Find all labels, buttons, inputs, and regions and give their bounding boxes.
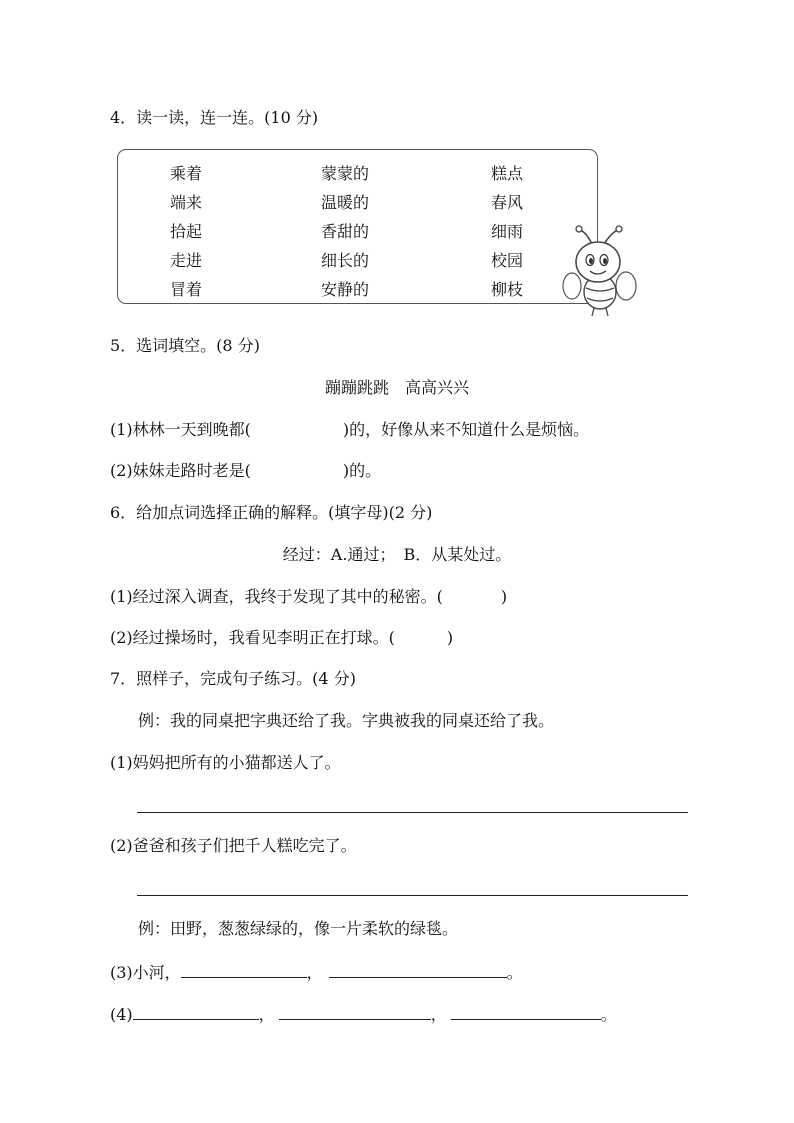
q7-s4-comma-1: ， [258,1005,275,1024]
q6-s1-text: (1)经过深入调查，我终于发现了其中的秘密。( [110,587,443,606]
match-right-2: 春风 [491,193,524,212]
q7-s4-blank-1[interactable] [133,1003,259,1020]
q5-s1-start: (1)林林一天到晚都( [110,420,251,439]
match-middle-4: 细长的 [321,251,370,270]
q5-s1-end: )的，好像从来不知道什么是烦恼。 [342,420,590,439]
q7-answer-line-2[interactable] [137,895,688,896]
q6-sentence-2 [110,628,453,648]
match-right-5: 柳枝 [491,280,524,299]
q5-s2-end: )的。 [342,461,382,480]
q6-sentence-1 [110,587,507,607]
q7-answer-line-1[interactable] [137,812,688,813]
q7-sentence-2: (2)爸爸和孩子们把千人糕吃完了。 [110,836,357,855]
q7-s3-blank-2[interactable] [329,961,507,978]
match-left-5: 冒着 [170,280,203,299]
q5-sentence-1 [110,420,589,440]
q7-s3-period: 。 [506,963,523,982]
q4-title: 4．读一读，连一连。(10 分) [110,108,319,127]
q7-s4-period: 。 [600,1005,617,1024]
q5-s2-start: (2)妹妹走路时老是( [110,461,251,480]
q7-sentence-3 [110,961,523,983]
q5-sentence-2 [110,461,381,481]
q7-s3-comma: ， [306,963,323,982]
q7-s3-blank-1[interactable] [181,961,307,978]
match-left-3: 拾起 [170,222,203,241]
match-right-1: 糕点 [491,164,524,183]
q6-definition-options: 经过：A.通过； B．从某处过。 [282,545,512,564]
q7-s4-blank-3[interactable] [451,1003,601,1020]
matching-box [117,149,598,304]
q7-s3-label: (3)小河， [110,963,181,982]
match-middle-1: 蒙蒙的 [321,164,370,183]
match-left-1: 乘着 [170,164,203,183]
q5-word-options: 蹦蹦跳跳 高高兴兴 [324,378,469,397]
q7-sentence-1: (1)妈妈把所有的小猫都送人了。 [110,753,341,772]
match-left-4: 走进 [170,251,203,270]
q7-s4-label: (4) [110,1005,133,1024]
match-middle-5: 安静的 [321,280,370,299]
match-right-3: 细雨 [491,222,524,241]
q7-sentence-4 [110,1003,617,1025]
match-left-2: 端来 [170,193,203,212]
q5-title: 5．选词填空。(8 分) [110,336,260,355]
q6-s2-text: (2)经过操场时，我看见李明正在打球。( [110,628,395,647]
q7-s4-comma-2: ， [430,1005,447,1024]
match-middle-2: 温暖的 [321,193,370,212]
bee-cartoon-icon [562,222,640,320]
match-middle-3: 香甜的 [321,222,370,241]
q7-example-2: 例：田野，葱葱绿绿的，像一片柔软的绿毯。 [138,919,459,938]
q7-example-1: 例：我的同桌把字典还给了我。字典被我的同桌还给了我。 [138,711,555,730]
q7-title: 7．照样子，完成句子练习。(4 分) [110,669,356,688]
q7-s4-blank-2[interactable] [279,1003,431,1020]
q6-title: 6．给加点词选择正确的解释。(填字母)(2 分) [110,503,433,522]
match-right-4: 校园 [491,251,524,270]
q6-s1-close: ) [500,587,508,606]
q6-s2-close: ) [446,628,454,647]
